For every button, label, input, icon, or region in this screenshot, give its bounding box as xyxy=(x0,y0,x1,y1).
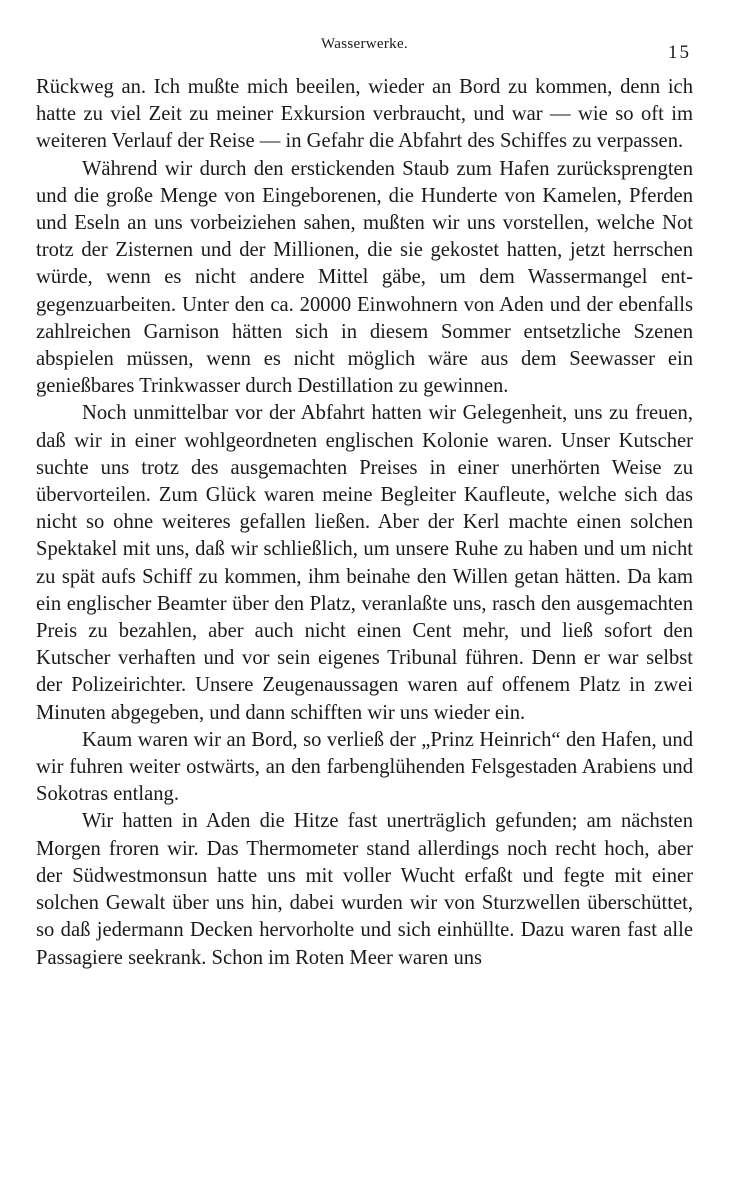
paragraph-coachman: Noch unmittelbar vor der Abfahrt hatten wir Gelegenheit, uns zu freuen, daß wir in einer wohlgeordneten englischen Kolonie waren. Unser Kutscher suchte uns trotz des ausgemachten Preises in einer unerhörten Weise zu übervorteilen. Zum Glück waren meine Begleiter Kaufleute, welche sich das nicht so ohne weiteres gefallen ließen. Aber der Kerl machte einen solchen Spektakel mit uns, daß wir schließlich, um unsere Ruhe zu haben und um nicht zu spät aufs Schiff zu kommen, ihm beinahe den Willen getan hätten. Da kam ein englischer Beamter über den Platz, veranlaßte uns, rasch den ausgemachten Preis zu bezahlen, aber auch nicht einen Cent mehr, und ließ sofort den Kutscher verhaften und vor sein eigenes Tribunal führen. Denn er war selbst der Polizeirichter. Unsere Zeugenaussagen waren auf offenem Platz in zwei Minuten abgegeben, und dann schifften wir uns wieder ein. xyxy=(36,402,693,724)
paragraph-continuation: Rückweg an. Ich mußte mich beeilen, wieder an Bord zu kommen, denn ich hatte zu viel Zeit zu meiner Exkursion verbraucht, und war — wie so oft im weiteren Verlauf der Reise — in Gefahr die Abfahrt des Schiffes zu verpassen. xyxy=(36,76,693,153)
paragraph-monsoon: Wir hatten in Aden die Hitze fast unerträglich gefunden; am nächsten Morgen froren wir. Das Thermometer stand allerdings noch recht hoch, aber der Südwestmonsun hatte uns mit voller Wucht erfaßt und fegte mit einer solchen Gewalt über uns hin, dabei wurden wir von Sturzwellen überschüttet, so daß jedermann Decken hervorholte und sich einhüllte. Dazu waren fast alle Passagiere seekrank. Schon im Roten Meer waren uns xyxy=(36,810,693,969)
paragraph-aden-water: Während wir durch den erstickenden Staub zum Hafen zurücksprengten und die große Menge von Eingeborenen, die Hunderte von Kamelen, Pferden und Eseln an uns vorbeiziehen sahen, mußten wir uns vorstellen, welche Not trotz der Zisternen und der Millionen, die sie gekostet hatten, jetzt herrschen würde, wenn es nicht andere Mittel gäbe, um dem Wassermangel entgegenzuarbeiten. Unter den ca. 20000 Einwohnern von Aden und der ebenfalls zahlreichen Garnison hätten sich in diesem Sommer entsetzliche Szenen abspielen müssen, wenn es nicht möglich wäre aus dem Seewasser ein genießbares Trinkwasser durch Destillation zu gewinnen. xyxy=(36,157,693,398)
page-header xyxy=(0,36,729,63)
paragraph-departure: Kaum waren wir an Bord, so verließ der „Prinz Heinrich“ den Hafen, und wir fuhren weiter ostwärts, an den farbenglühenden Felsgestaden Arabiens und Sokotras entlang. xyxy=(36,728,693,806)
running-head: Wasserwerke. xyxy=(321,36,408,52)
page-number: 15 xyxy=(668,42,691,63)
body-text xyxy=(36,74,693,972)
